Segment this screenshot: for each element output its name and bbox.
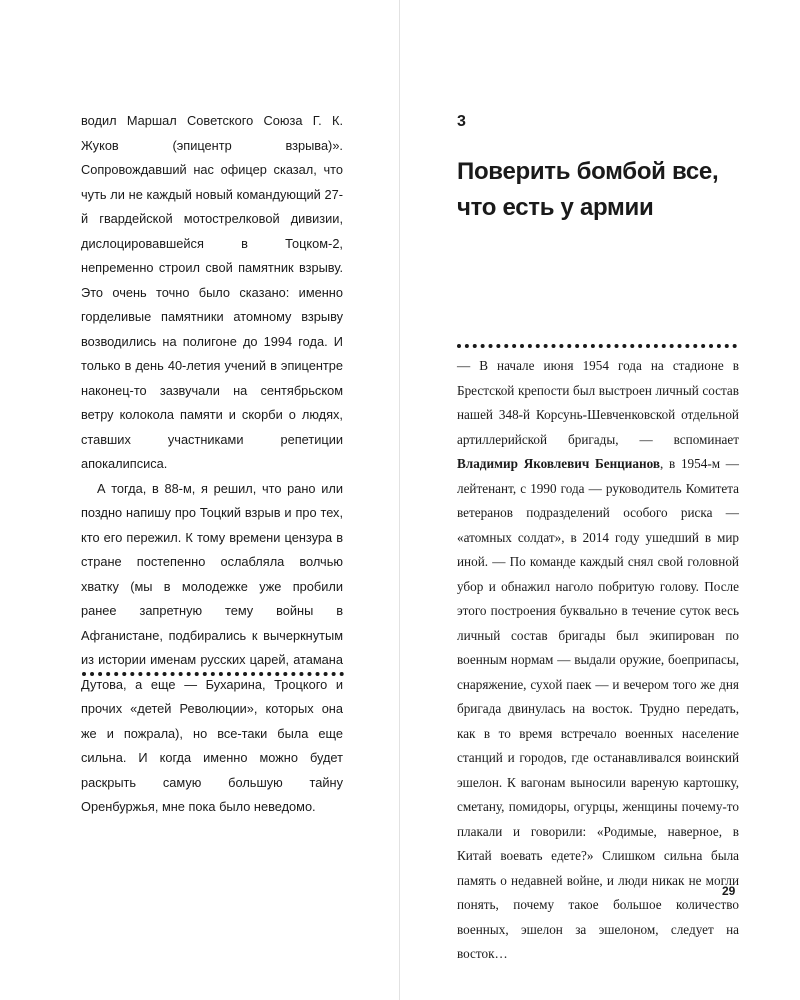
section-end-dotted-rule	[82, 672, 344, 676]
chapter-title	[457, 154, 747, 226]
chapter-number: 3	[457, 113, 466, 130]
quote-speaker-name: Владимир Яковлевич Бенцианов	[457, 456, 660, 471]
quote-paragraph	[457, 354, 739, 967]
chapter-dotted-rule	[457, 344, 737, 348]
left-paragraph-2: А тогда, в 88-м, я решил, что рано или поздно напишу про Тоцкий взрыв и про тех, кто его пережил. К тому времени цензура в стране постепенно ослабляла волчью хватку (мы в молодежке уже пробили ранее запретную тему войны в Афганистане, подбирались к вычеркнутым из истории именам русских царей, атамана Дутова, а еще — Бухарина, Троцкого и прочих «детей Революции», которых она же и пожрала), но все-таки была еще сильна. И когда именно можно будет раскрыть самую большую тайну Оренбуржья, мне пока было неведомо.	[81, 480, 343, 814]
left-paragraph-1: водил Маршал Советского Союза Г. К. Жуков (эпицентр взрыва)». Сопровождавший нас офицер сказал, что чуть ли не каждый новый командующий 27-й гвардейской мотострелковой дивизии, дислоцировавшейся в Тоцком-2, непременно строил свой памятник взрыву. Это очень точно было сказано: именно горделивые памятники атомному взрыву возводились на полигоне до 1994 года. И только в день 40-летия учений в эпицентре наконец-то зазвучали на сентябрьском ветру колокола памяти и скорби о людях, ставших участниками репетиции апокалипсиса.	[81, 113, 343, 471]
chapter-title-line-2: что есть у армии	[457, 194, 654, 221]
left-page-text	[81, 109, 343, 820]
left-page	[0, 0, 399, 1000]
chapter-title-line-1: Поверить бомбой все,	[457, 158, 719, 185]
quote-text-part-1: — В начале июня 1954 года на стадионе в Брестской крепости был выстроен личный состав нашей 348-й Корсунь-Шевченковской отдельной артиллерийской бригады, — вспоминает	[457, 358, 739, 447]
right-page	[400, 0, 800, 1000]
quote-text-part-2: , в 1954-м — лейтенант, с 1990 года — руководитель Комитета ветеранов подразделений особого риска — «атомных солдат», в 2014 году ушедший в мир иной. — По команде каждый снял свой головной убор и обнажил наголо побритую голову. После этого построения буквально в течение суток весь личный состав бригады был экипирован по военным нормам — выдали оружие, боеприпасы, снаряжение, сухой паек — и вечером того же дня бригада двинулась на восток. Трудно передать, как в то время встречало военных население станций и городов, где останавливался воинский эшелон. К вагонам выносили вареную картошку, сметану, помидоры, огурцы, женщины почему-то плакали и говорили: «Родимые, наверное, в Китай воевать едете?» Слишком сильна была память о недавней войне, и люди никак не могли понять, почему такое большое количество военных, эшелон за эшелоном, следует на восток…	[457, 456, 739, 961]
page-number: 29	[722, 884, 736, 898]
